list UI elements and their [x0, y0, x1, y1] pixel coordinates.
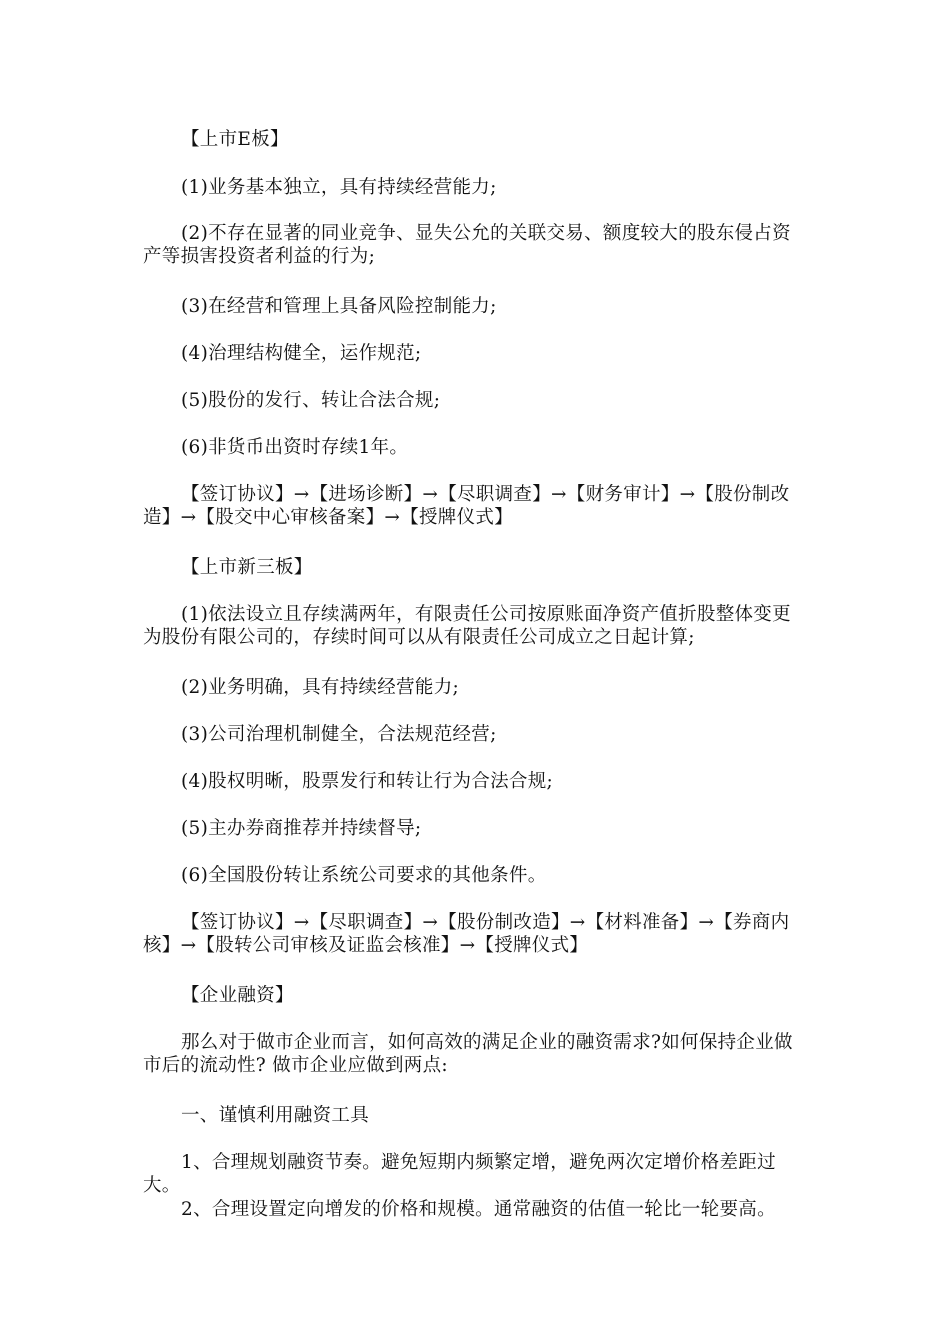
e-board-condition-5: (5)股份的发行、转让合法合规; — [181, 390, 441, 411]
heading-e-board: 【上市E板】 — [181, 129, 289, 150]
ntb-condition-3: (3)公司治理机制健全，合法规范经营; — [181, 724, 497, 745]
ntb-condition-5: (5)主办券商推荐并持续督导; — [181, 818, 422, 839]
financing-section-1: 一、谨慎利用融资工具 — [181, 1105, 370, 1126]
ntb-condition-1: (1)依法设立且存续满两年，有限责任公司按原账面净资产值折股整体变更为股份有限公司的，存续时间可以从有限责任公司成立之日起计算; — [143, 604, 791, 648]
e-board-condition-6: (6)非货币出资时存续1年。 — [181, 437, 409, 458]
ntb-condition-2: (2)业务明确，具有持续经营能力; — [181, 677, 460, 698]
ntb-condition-6: (6)全国股份转让系统公司要求的其他条件。 — [181, 865, 547, 886]
financing-intro: 那么对于做市企业而言，如何高效的满足企业的融资需求?如何保持企业做市后的流动性? 做市企业应做到两点: — [143, 1032, 793, 1076]
heading-financing: 【企业融资】 — [181, 985, 294, 1006]
financing-item-2: 2、合理设置定向增发的价格和规模。通常融资的估值一轮比一轮要高。 — [181, 1199, 776, 1220]
e-board-condition-4: (4)治理结构健全，运作规范; — [181, 343, 422, 364]
e-board-condition-3: (3)在经营和管理上具备风险控制能力; — [181, 296, 497, 317]
e-board-process: 【签订协议】→【进场诊断】→【尽职调查】→【财务审计】→【股份制改造】→【股交中心审核备案】→【授牌仪式】 — [143, 484, 790, 528]
financing-item-1: 1、合理规划融资节奏。避免短期内频繁定增，避免两次定增价格差距过大。 — [143, 1152, 776, 1196]
ntb-process: 【签订协议】→【尽职调查】→【股份制改造】→【材料准备】→【券商内核】→【股转公司审核及证监会核准】→【授牌仪式】 — [143, 912, 790, 956]
heading-new-third-board: 【上市新三板】 — [181, 557, 313, 578]
ntb-condition-4: (4)股权明晰，股票发行和转让行为合法合规; — [181, 771, 554, 792]
e-board-condition-2: (2)不存在显著的同业竞争、显失公允的关联交易、额度较大的股东侵占资产等损害投资者利益的行为; — [143, 223, 791, 267]
e-board-condition-1: (1)业务基本独立，具有持续经营能力; — [181, 177, 497, 198]
